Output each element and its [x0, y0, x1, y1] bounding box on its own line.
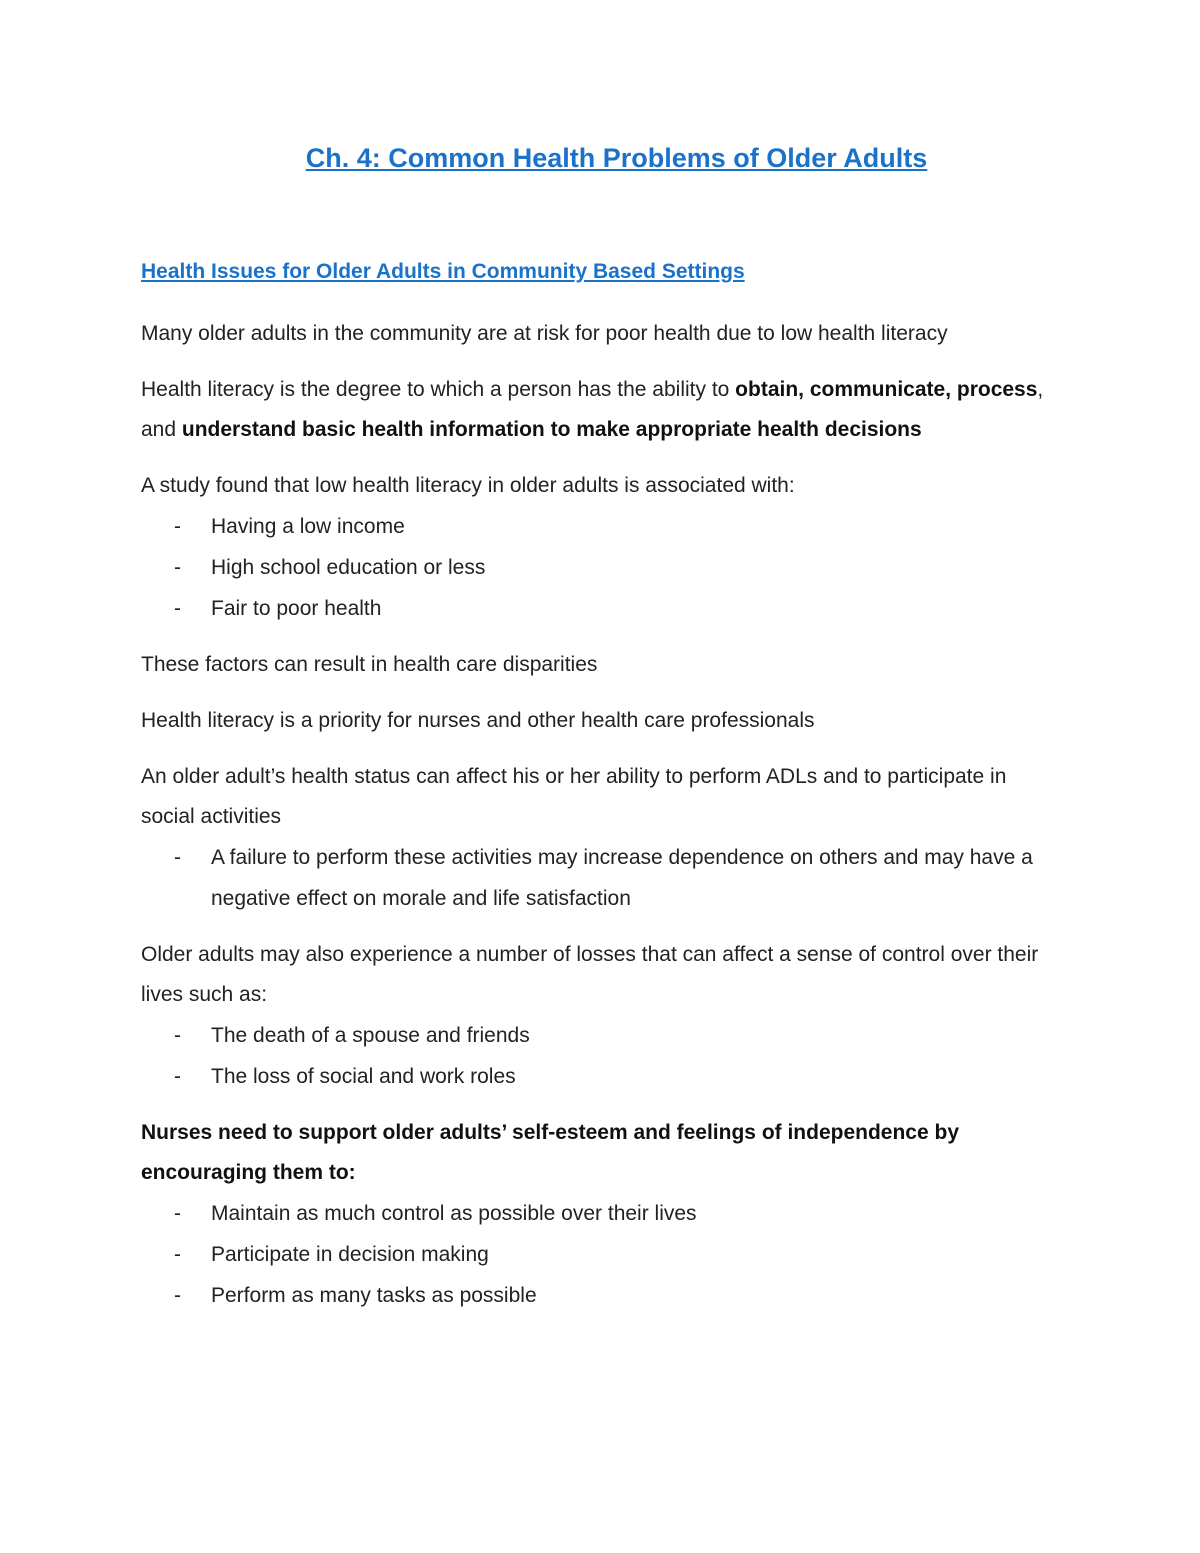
list-item [141, 1234, 1060, 1275]
definition-lead: Health literacy is the degree to which a person has the ability to [141, 378, 736, 401]
adl-list [141, 837, 1060, 919]
list-item-text: Maintain as much control as possible over their lives [211, 1202, 697, 1225]
dash-bullet: - [174, 1243, 181, 1266]
list-item [141, 547, 1060, 588]
list-item-text: A failure to perform these activities may increase dependence on others and may have a negative effect on morale and life satisfaction [211, 846, 1033, 910]
definition-mid: , and [141, 378, 1044, 441]
list-item-text: Perform as many tasks as possible [211, 1284, 537, 1307]
list-item [141, 1015, 1060, 1056]
list-item-text: High school education or less [211, 556, 486, 579]
paragraph-risk: Many older adults in the community are at risk for poor health due to low health literacy [141, 322, 948, 345]
list-item [141, 588, 1060, 629]
dash-bullet: - [174, 515, 181, 538]
list-item [141, 837, 1060, 919]
definition-bold-purpose: understand basic health information to make appropriate health decisions [181, 418, 922, 441]
dash-bullet: - [174, 597, 181, 620]
list-item-text: Having a low income [211, 515, 405, 538]
list-item-text: The loss of social and work roles [211, 1065, 516, 1088]
list-item [141, 1193, 1060, 1234]
definition-bold-skills: obtain, communicate, process [735, 378, 1038, 401]
list-item-text: Fair to poor health [211, 597, 382, 620]
page-title: Ch. 4: Common Health Problems of Older Adults [305, 143, 928, 173]
paragraph-disparities: These factors can result in health care disparities [141, 653, 598, 676]
list-item-text: Participate in decision making [211, 1243, 489, 1266]
dash-bullet: - [174, 1202, 181, 1225]
dash-bullet: - [174, 846, 181, 869]
paragraph-nurses: Nurses need to support older adults’ self-esteem and feelings of independence by encouraging them to: [141, 1121, 960, 1184]
loss-list [141, 1015, 1060, 1097]
dash-bullet: - [174, 1284, 181, 1307]
paragraph-priority: Health literacy is a priority for nurses and other health care professionals [141, 709, 815, 732]
paragraph-literacy-definition [141, 370, 1060, 450]
list-item [141, 506, 1060, 547]
paragraph-study: A study found that low health literacy in older adults is associated with: [141, 474, 795, 497]
paragraph-adl: An older adult’s health status can affect his or her ability to perform ADLs and to participate in social activities [141, 765, 1007, 828]
list-item [141, 1275, 1060, 1316]
nurse-list [141, 1193, 1060, 1316]
study-list [141, 506, 1060, 629]
paragraph-losses: Older adults may also experience a number of losses that can affect a sense of control over their lives such as: [141, 943, 1039, 1006]
dash-bullet: - [174, 1065, 181, 1088]
dash-bullet: - [174, 1024, 181, 1047]
dash-bullet: - [174, 556, 181, 579]
section-heading: Health Issues for Older Adults in Community Based Settings [141, 260, 745, 283]
list-item [141, 1056, 1060, 1097]
list-item-text: The death of a spouse and friends [211, 1024, 530, 1047]
